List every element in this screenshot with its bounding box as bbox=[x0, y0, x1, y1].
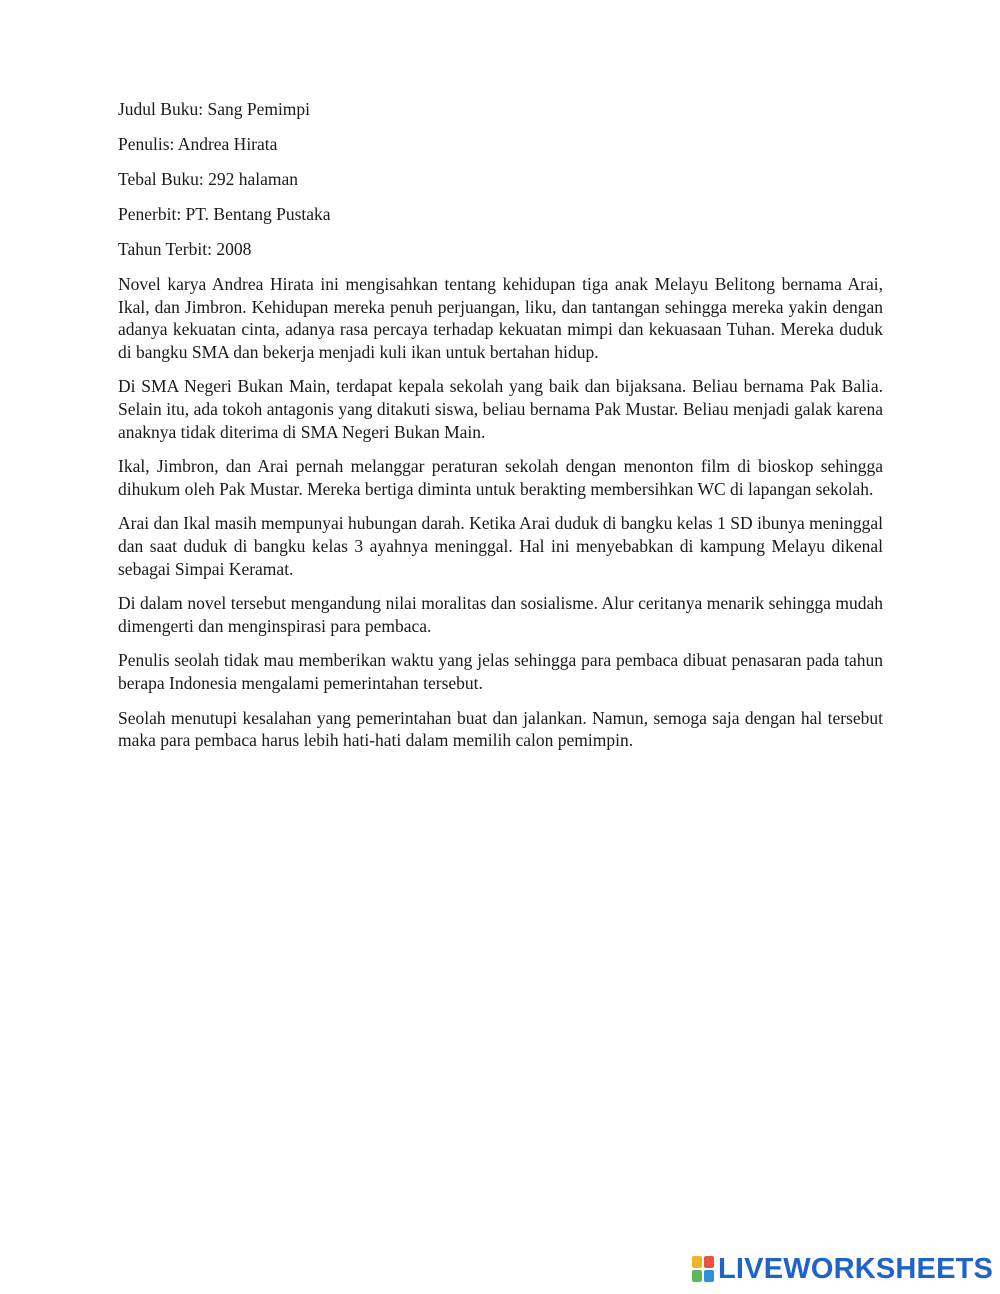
book-pages: Tebal Buku: 292 halaman bbox=[118, 169, 299, 189]
paragraph: Novel karya Andrea Hirata ini mengisahkan tentang kehidupan tiga anak Melayu Belitong bernama Arai, Ikal, dan Jimbron. Kehidupan mereka penuh perjuangan, liku, dan tantangan sehingga mereka yakin dengan adanya kekuatan cinta, adanya rasa percaya terhadap kekuatan mimpi dan kekuasaan Tuhan. Mereka duduk di bangku SMA dan bekerja menjadi kuli ikan untuk bertahan hidup. bbox=[118, 274, 883, 362]
brand-name: LIVEWORKSHEETS bbox=[718, 1253, 994, 1285]
paragraph: Di SMA Negeri Bukan Main, terdapat kepala sekolah yang baik dan bijaksana. Beliau bernama Pak Balia. Selain itu, ada tokoh antagonis yang ditakuti siswa, beliau bernama Pak Mustar. Beliau menjadi galak karena anaknya tidak diterima di SMA Negeri Bukan Main. bbox=[118, 376, 883, 442]
paragraph: Penulis seolah tidak mau memberikan waktu yang jelas sehingga para pembaca dibuat penasaran pada tahun berapa Indonesia mengalami pemerintahan tersebut. bbox=[118, 650, 883, 693]
paragraph: Arai dan Ikal masih mempunyai hubungan darah. Ketika Arai duduk di bangku kelas 1 SD ibunya meninggal dan saat duduk di bangku kelas 3 ayahnya meninggal. Hal ini menyebabkan di kampung Melayu dikenal sebagai Simpai Keramat. bbox=[118, 513, 883, 579]
book-publisher: Penerbit: PT. Bentang Pustaka bbox=[118, 204, 331, 224]
logo-square-1 bbox=[692, 1256, 702, 1268]
logo-square-4 bbox=[704, 1270, 714, 1282]
book-info bbox=[118, 98, 883, 260]
liveworksheets-logo-icon bbox=[692, 1256, 714, 1282]
paragraph: Ikal, Jimbron, dan Arai pernah melanggar peraturan sekolah dengan menonton film di bioskop sehingga dihukum oleh Pak Mustar. Mereka bertiga diminta untuk berakting membersihkan WC di lapangan sekolah. bbox=[118, 456, 883, 499]
paragraph: Di dalam novel tersebut mengandung nilai moralitas dan sosialisme. Alur ceritanya menarik sehingga mudah dimengerti dan menginspirasi para pembaca. bbox=[118, 593, 883, 636]
book-title: Judul Buku: Sang Pemimpi bbox=[118, 99, 311, 119]
liveworksheets-brand[interactable] bbox=[692, 1252, 993, 1286]
review-body bbox=[118, 273, 883, 752]
logo-square-3 bbox=[692, 1270, 702, 1282]
document-page bbox=[118, 98, 883, 764]
paragraph: Seolah menutupi kesalahan yang pemerintahan buat dan jalankan. Namun, semoga saja dengan hal tersebut maka para pembaca harus lebih hati-hati dalam memilih calon pemimpin. bbox=[118, 707, 883, 751]
logo-square-2 bbox=[704, 1256, 714, 1268]
book-year: Tahun Terbit: 2008 bbox=[118, 239, 252, 259]
book-author: Penulis: Andrea Hirata bbox=[118, 134, 278, 154]
